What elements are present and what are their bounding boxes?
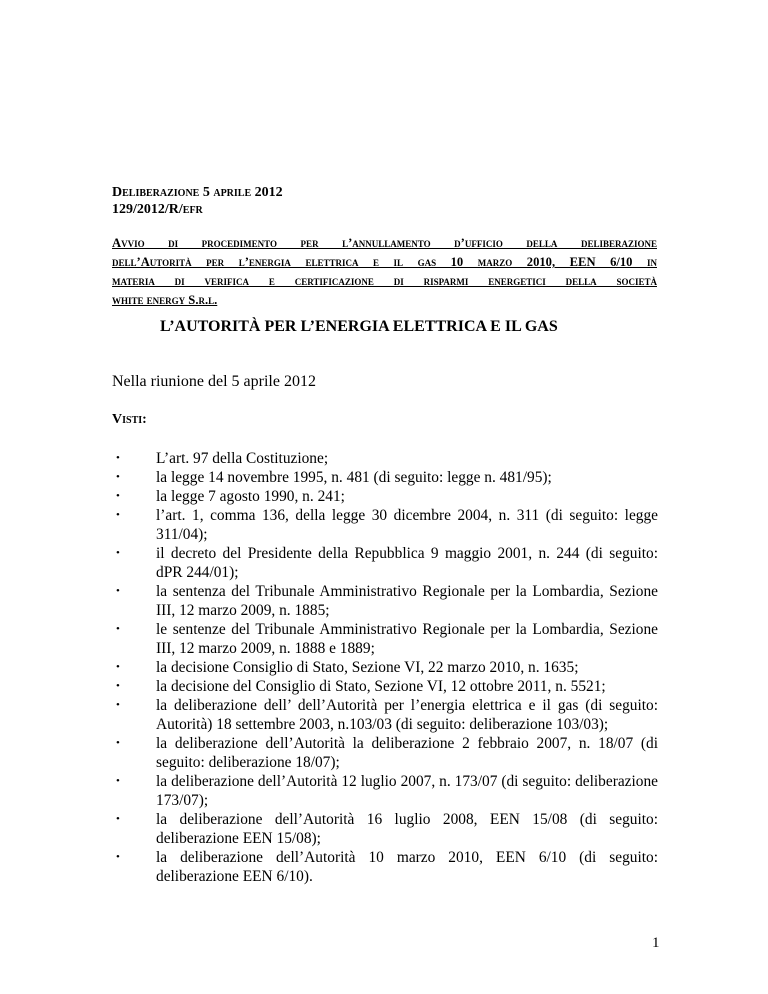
visti-item (112, 696, 658, 734)
bullet-icon: • (116, 509, 120, 521)
visti-list (112, 449, 658, 886)
authority-title: L’AUTORITÀ PER L’ENERGIA ELETTRICA E IL GAS (160, 318, 558, 335)
visti-item (112, 677, 658, 696)
bullet-icon: • (116, 699, 120, 711)
meeting-date: Nella riunione del 5 aprile 2012 (112, 373, 316, 390)
visti-item (112, 620, 658, 658)
visti-item-text: la deliberazione dell’Autorità 16 luglio 2008, EEN 15/08 (di seguito: deliberazione EEN 15/08); (156, 811, 658, 847)
subject-line: materia di verifica e certificazione di risparmi energetici della società (112, 274, 657, 288)
subject-line: Avvio di procedimento per l’annullamento d’ufficio della deliberazione (112, 236, 657, 250)
bullet-icon: • (116, 547, 120, 559)
bullet-icon: • (116, 623, 120, 635)
bullet-icon: • (116, 775, 120, 787)
bullet-icon: • (116, 661, 120, 673)
deliberation-subject (112, 234, 657, 310)
visti-item (112, 848, 658, 886)
visti-item (112, 810, 658, 848)
visti-item-text: la deliberazione dell’ dell’Autorità per l’energia elettrica e il gas (di seguito: Autorità) 18 settembre 2003, n.103/03 (di seguito: deliberazione 103/03); (156, 697, 658, 733)
visti-item-text: la sentenza del Tribunale Amministrativo Regionale per la Lombardia, Sezione III, 12 marzo 2009, n. 1885; (156, 583, 658, 619)
visti-item (112, 449, 658, 468)
visti-item-text: L’art. 97 della Costituzione; (156, 450, 329, 467)
bullet-icon: • (116, 680, 120, 692)
visti-item (112, 506, 658, 544)
bullet-icon: • (116, 813, 120, 825)
visti-item (112, 658, 658, 677)
subject-line: white energy S.r.l. (112, 293, 218, 307)
page-number: 1 (652, 935, 660, 951)
deliberation-date: Deliberazione 5 aprile 2012 (112, 185, 283, 200)
bullet-icon: • (116, 737, 120, 749)
subject-line: dell’Autorità per l’energia elettrica e il gas 10 marzo 2010, EEN 6/10 in (112, 255, 657, 269)
visti-item-text: la deliberazione dell’Autorità 12 luglio 2007, n. 173/07 (di seguito: deliberazione 173/07); (156, 773, 658, 809)
bullet-icon: • (116, 490, 120, 502)
visti-item-text: la decisione Consiglio di Stato, Sezione VI, 22 marzo 2010, n. 1635; (156, 659, 579, 676)
visti-item-text: la legge 7 agosto 1990, n. 241; (156, 488, 345, 505)
visti-item (112, 582, 658, 620)
bullet-icon: • (116, 585, 120, 597)
visti-item-text: le sentenze del Tribunale Amministrativo Regionale per la Lombardia, Sezione III, 12 marzo 2009, n. 1888 e 1889; (156, 621, 658, 657)
visti-item (112, 772, 658, 810)
bullet-icon: • (116, 851, 120, 863)
visti-item-text: la deliberazione dell’Autorità la deliberazione 2 febbraio 2007, n. 18/07 (di seguito: deliberazione 18/07); (156, 735, 658, 771)
deliberation-number: 129/2012/R/efr (112, 202, 203, 217)
visti-item-text: l’art. 1, comma 136, della legge 30 dicembre 2004, n. 311 (di seguito: legge 311/04); (156, 507, 658, 543)
visti-item (112, 544, 658, 582)
visti-item (112, 468, 658, 487)
visti-item-text: la decisione del Consiglio di Stato, Sezione VI, 12 ottobre 2011, n. 5521; (156, 678, 606, 695)
visti-item-text: il decreto del Presidente della Repubblica 9 maggio 2001, n. 244 (di seguito: dPR 244/01); (156, 545, 658, 581)
visti-item-text: la deliberazione dell’Autorità 10 marzo 2010, EEN 6/10 (di seguito: deliberazione EEN 6/10). (156, 849, 658, 885)
bullet-icon: • (116, 471, 120, 483)
visti-item (112, 734, 658, 772)
bullet-icon: • (116, 452, 120, 464)
visti-item (112, 487, 658, 506)
visti-heading: Visti: (112, 412, 147, 427)
visti-item-text: la legge 14 novembre 1995, n. 481 (di seguito: legge n. 481/95); (156, 469, 552, 486)
